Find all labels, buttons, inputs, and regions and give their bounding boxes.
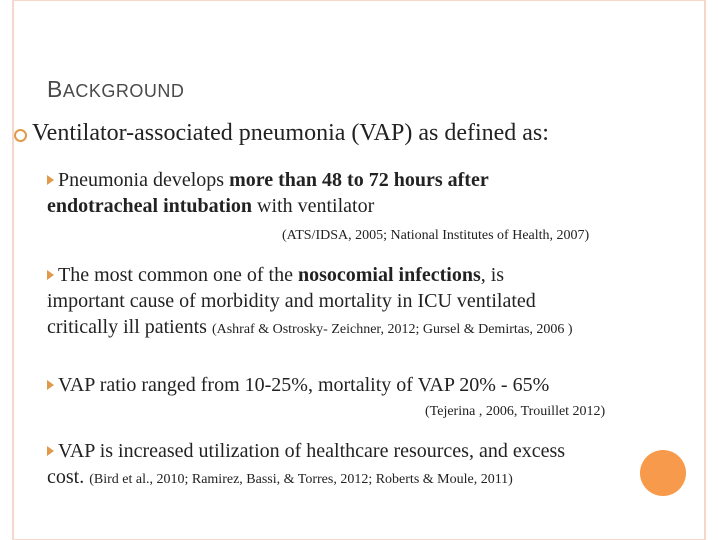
point-2: [47, 262, 573, 343]
point-4-line-2: [47, 464, 565, 493]
triangle-bullet-icon: [47, 270, 54, 280]
point-2-bold: nosocomial infections: [297, 264, 481, 286]
title-rest: ACKGROUND: [62, 81, 185, 101]
triangle-bullet-icon: [47, 380, 54, 390]
slide-title: [47, 76, 184, 103]
point-1-bold-2: endotracheal intubation: [47, 195, 253, 217]
point-2-line-1: [47, 262, 573, 288]
point-1-citation: (ATS/IDSA, 2005; National Institutes of Health, 2007): [282, 228, 590, 243]
point-4-citation: (Bird et al., 2010; Ramirez, Bassi, & Torres, 2012; Roberts & Moule, 2011): [89, 472, 513, 487]
circle-bullet-icon: [14, 129, 27, 142]
point-2-text-end: , is: [480, 264, 505, 286]
point-2-line-2: important cause of morbidity and mortality in ICU ventilated: [47, 290, 536, 312]
point-4: [47, 438, 565, 493]
point-1: [47, 167, 489, 219]
point-2-line-3: [47, 314, 573, 343]
point-2-citation: (Ashraf & Ostrosky- Zeichner, 2012; Gursel & Demirtas, 2006 ): [211, 322, 573, 337]
point-3-citation: (Tejerina , 2006, Trouillet 2012): [425, 404, 606, 419]
point-1-line-2: [47, 193, 489, 219]
point-1-text-2: with ventilator: [252, 195, 375, 217]
point-2-text: The most common one of the: [58, 264, 298, 286]
triangle-bullet-icon: [47, 175, 54, 185]
point-3-line-1: VAP ratio ranged from 10-25%, mortality of VAP 20% - 65%: [58, 374, 550, 396]
border-left: [12, 0, 14, 540]
point-2-text-3: critically ill patients: [47, 316, 212, 338]
point-1-bold: more than 48 to 72 hours after: [229, 169, 489, 191]
main-bullet-text: Ventilator-associated pneumonia (VAP) as defined as:: [32, 120, 549, 146]
point-3: [47, 372, 549, 398]
point-1-text: Pneumonia develops: [58, 169, 230, 191]
point-1-line-1: [47, 167, 489, 193]
title-first-letter: B: [47, 76, 63, 102]
border-right: [704, 0, 706, 540]
decorative-circle: [640, 450, 686, 496]
point-4-line-1: VAP is increased utilization of healthcare resources, and excess: [58, 440, 566, 462]
point-4-text-2: cost.: [47, 466, 90, 488]
border-top: [12, 0, 706, 1]
main-bullet: [14, 120, 549, 147]
triangle-bullet-icon: [47, 446, 54, 456]
